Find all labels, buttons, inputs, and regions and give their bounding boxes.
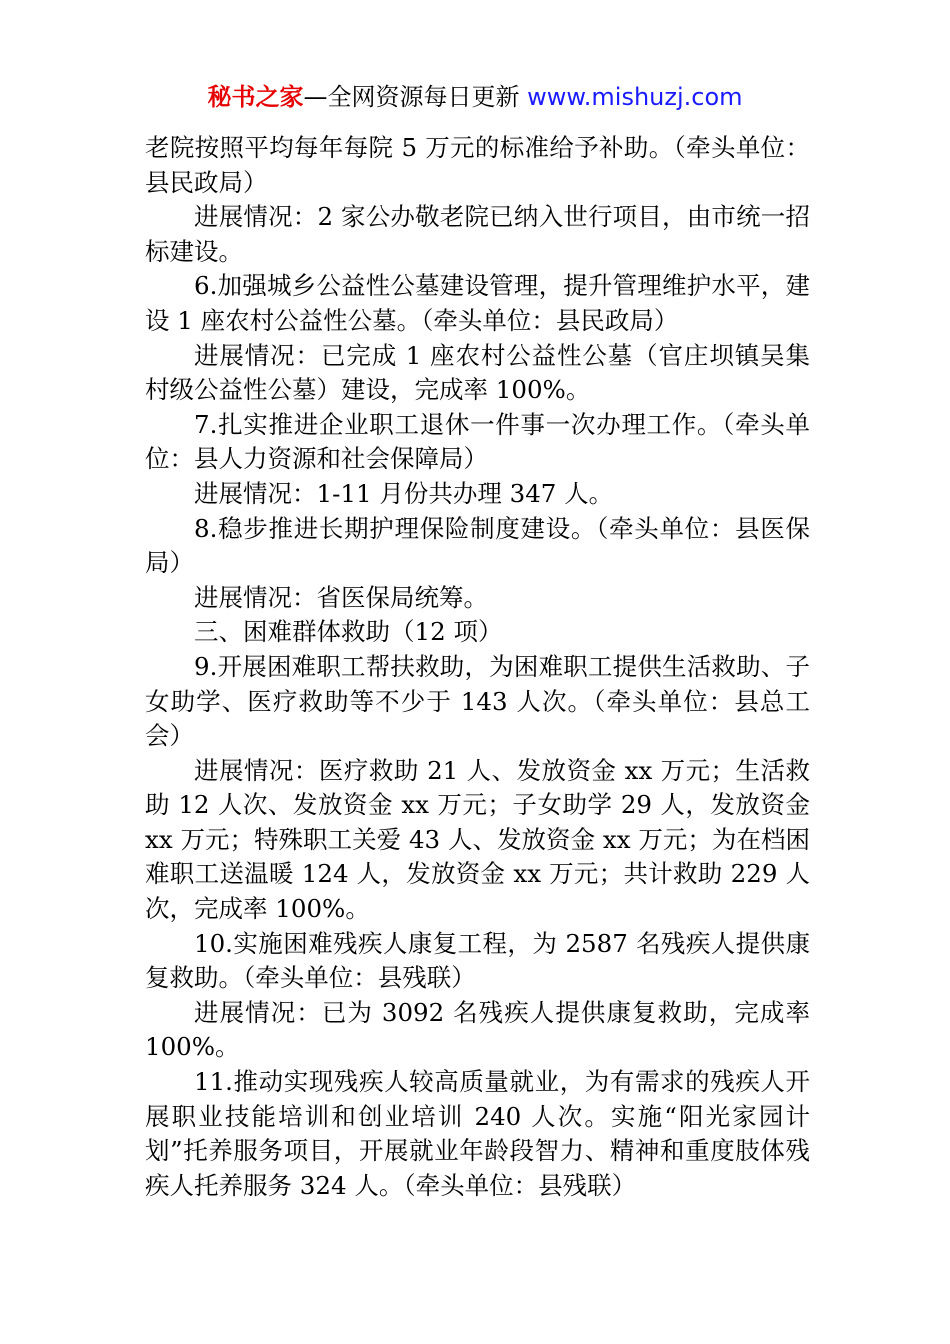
paragraph: 11.推动实现残疾人较高质量就业，为有需求的残疾人开展职业技能培训和创业培训 240 人次。实施“阳光家园计划”托养服务项目，开展就业年龄段智力、精神和重度肢体残疾人托养服务 324 人。（牵头单位：县残联） bbox=[145, 1067, 810, 1200]
paragraph: 进展情况：1-11 月份共办理 347 人。 bbox=[194, 478, 614, 508]
page-header bbox=[0, 80, 950, 114]
paragraph: 10.实施困难残疾人康复工程，为 2587 名残疾人提供康复救助。（牵头单位：县残联） bbox=[145, 928, 810, 993]
document-body bbox=[145, 131, 810, 1203]
paragraph: 进展情况：省医保局统筹。 bbox=[194, 582, 488, 612]
site-tagline: —全网资源每日更新 bbox=[303, 83, 528, 111]
site-url-link[interactable]: www.mishuzj.com bbox=[527, 83, 743, 111]
paragraph: 9.开展困难职工帮扶救助，为困难职工提供生活救助、子女助学、医疗救助等不少于 143 人次。（牵头单位：县总工会） bbox=[145, 651, 810, 751]
paragraph: 6.加强城乡公益性公墓建设管理，提升管理维护水平，建设 1 座农村公益性公墓。（牵头单位：县民政局） bbox=[145, 271, 810, 335]
section-heading: 三、困难群体救助（12 项） bbox=[194, 617, 503, 647]
paragraph: 8.稳步推进长期护理保险制度建设。（牵头单位：县医保局） bbox=[145, 513, 810, 578]
paragraph: 7.扎实推进企业职工退休一件事一次办理工作。（牵头单位：县人力资源和社会保障局） bbox=[145, 409, 810, 474]
paragraph: 进展情况：已完成 1 座农村公益性公墓（官庄坝镇吴集村级公益性公墓）建设，完成率 100%。 bbox=[145, 340, 810, 405]
site-brand: 秘书之家 bbox=[207, 83, 304, 111]
paragraph: 进展情况：已为 3092 名残疾人提供康复救助，完成率 100%。 bbox=[145, 997, 810, 1062]
paragraph: 进展情况：2 家公办敬老院已纳入世行项目，由市统一招标建设。 bbox=[145, 202, 810, 266]
paragraph: 老院按照平均每年每院 5 万元的标准给予补助。（牵头单位：县民政局） bbox=[145, 133, 810, 197]
paragraph: 进展情况：医疗救助 21 人、发放资金 xx 万元；生活救助 12 人次、发放资金 xx 万元；子女助学 29 人，发放资金 xx 万元；特殊职工关爱 43 人、发放资金 xx 万元；为在档困难职工送温暖 124 人，发放资金 xx 万元；共计救助 229 人次，完成率 100%。 bbox=[145, 755, 810, 924]
